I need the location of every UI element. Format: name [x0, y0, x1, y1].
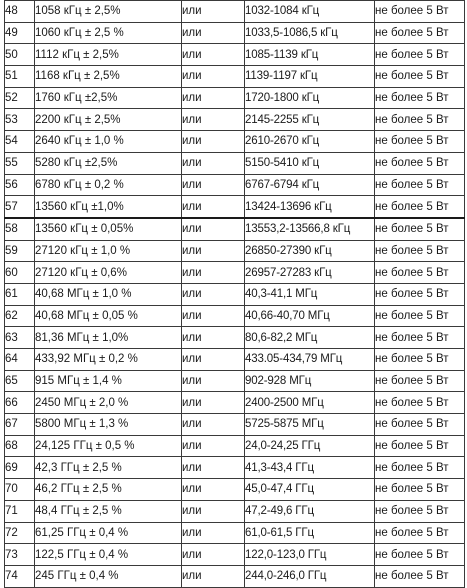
table-row [5, 131, 465, 153]
row-number-cell: 71 [5, 500, 35, 522]
max-power-cell: не более 5 Вт [375, 435, 465, 457]
max-power-cell: не более 5 Вт [375, 522, 465, 544]
row-number-cell: 50 [5, 44, 35, 66]
frequency-range-cell: 5725-5875 МГц [245, 414, 375, 436]
frequency-range-cell: 80,6-82,2 МГц [245, 327, 375, 349]
table-row [5, 565, 465, 587]
row-number-cell: 65 [5, 370, 35, 392]
nominal-frequency-cell: 24,125 ГГц ± 0,5 % [35, 435, 182, 457]
frequency-range-cell: 1720-1800 кГц [245, 87, 375, 109]
max-power-cell: не более 5 Вт [375, 22, 465, 44]
row-number-cell: 49 [5, 22, 35, 44]
nominal-frequency-cell: 27120 кГц ± 0,6% [35, 262, 182, 284]
nominal-frequency-cell: 13560 кГц ±1,0% [35, 196, 182, 218]
row-number-cell: 54 [5, 131, 35, 153]
frequency-range-cell: 61,0-61,5 ГГц [245, 522, 375, 544]
row-number-cell: 57 [5, 196, 35, 218]
row-number-cell: 61 [5, 283, 35, 305]
or-cell: или [182, 392, 245, 414]
nominal-frequency-cell: 27120 кГц ± 1,0 % [35, 240, 182, 262]
table-row [5, 22, 465, 44]
or-cell: или [182, 240, 245, 262]
max-power-cell: не более 5 Вт [375, 1, 465, 23]
table-row [5, 87, 465, 109]
or-cell: или [182, 262, 245, 284]
frequency-range-cell: 5150-5410 кГц [245, 152, 375, 174]
row-number-cell: 73 [5, 544, 35, 566]
table-row [5, 457, 465, 479]
frequency-table [4, 0, 465, 588]
table-row [5, 262, 465, 284]
table-row [5, 218, 465, 240]
nominal-frequency-cell: 2640 кГц ± 1,0 % [35, 131, 182, 153]
row-number-cell: 64 [5, 349, 35, 371]
or-cell: или [182, 109, 245, 131]
nominal-frequency-cell: 915 МГц ± 1,4 % [35, 370, 182, 392]
frequency-range-cell: 1033,5-1086,5 кГц [245, 22, 375, 44]
row-number-cell: 70 [5, 479, 35, 501]
max-power-cell: не более 5 Вт [375, 109, 465, 131]
or-cell: или [182, 370, 245, 392]
table-row [5, 283, 465, 305]
max-power-cell: не более 5 Вт [375, 283, 465, 305]
nominal-frequency-cell: 1168 кГц ± 2,5% [35, 66, 182, 88]
nominal-frequency-cell: 81,36 МГц ± 1,0% [35, 327, 182, 349]
frequency-range-cell: 2145-2255 кГц [245, 109, 375, 131]
frequency-range-cell: 2610-2670 кГц [245, 131, 375, 153]
or-cell: или [182, 196, 245, 218]
nominal-frequency-cell: 122,5 ГГц ± 0,4 % [35, 544, 182, 566]
table-row [5, 392, 465, 414]
table-row [5, 109, 465, 131]
row-number-cell: 63 [5, 327, 35, 349]
row-number-cell: 59 [5, 240, 35, 262]
nominal-frequency-cell: 6780 кГц ± 0,2 % [35, 174, 182, 196]
max-power-cell: не более 5 Вт [375, 196, 465, 218]
or-cell: или [182, 457, 245, 479]
frequency-range-cell: 2400-2500 МГц [245, 392, 375, 414]
row-number-cell: 48 [5, 1, 35, 23]
row-number-cell: 58 [5, 218, 35, 240]
or-cell: или [182, 218, 245, 240]
nominal-frequency-cell: 40,68 МГц ± 1,0 % [35, 283, 182, 305]
max-power-cell: не более 5 Вт [375, 152, 465, 174]
or-cell: или [182, 44, 245, 66]
or-cell: или [182, 327, 245, 349]
max-power-cell: не более 5 Вт [375, 349, 465, 371]
table-row [5, 435, 465, 457]
nominal-frequency-cell: 1060 кГц ± 2,5 % [35, 22, 182, 44]
or-cell: или [182, 22, 245, 44]
or-cell: или [182, 174, 245, 196]
table-row [5, 174, 465, 196]
frequency-range-cell: 26850-27390 кГц [245, 240, 375, 262]
frequency-range-cell: 1085-1139 кГц [245, 44, 375, 66]
max-power-cell: не более 5 Вт [375, 565, 465, 587]
row-number-cell: 53 [5, 109, 35, 131]
table-row [5, 370, 465, 392]
max-power-cell: не более 5 Вт [375, 218, 465, 240]
max-power-cell: не более 5 Вт [375, 327, 465, 349]
nominal-frequency-cell: 13560 кГц ± 0,05% [35, 218, 182, 240]
row-number-cell: 52 [5, 87, 35, 109]
table-row [5, 349, 465, 371]
row-number-cell: 51 [5, 66, 35, 88]
max-power-cell: не более 5 Вт [375, 479, 465, 501]
nominal-frequency-cell: 40,68 МГц ± 0,05 % [35, 305, 182, 327]
or-cell: или [182, 66, 245, 88]
frequency-range-cell: 13553,2-13566,8 кГц [245, 218, 375, 240]
row-number-cell: 66 [5, 392, 35, 414]
max-power-cell: не более 5 Вт [375, 66, 465, 88]
nominal-frequency-cell: 245 ГГц ± 0,4 % [35, 565, 182, 587]
max-power-cell: не более 5 Вт [375, 305, 465, 327]
table-row [5, 1, 465, 23]
nominal-frequency-cell: 48,4 ГГц ± 2,5 % [35, 500, 182, 522]
table-row [5, 44, 465, 66]
max-power-cell: не более 5 Вт [375, 131, 465, 153]
frequency-range-cell: 902-928 МГц [245, 370, 375, 392]
or-cell: или [182, 435, 245, 457]
nominal-frequency-cell: 2450 МГц ± 2,0 % [35, 392, 182, 414]
or-cell: или [182, 305, 245, 327]
or-cell: или [182, 522, 245, 544]
table-row [5, 240, 465, 262]
row-number-cell: 55 [5, 152, 35, 174]
table-row [5, 327, 465, 349]
frequency-range-cell: 1032-1084 кГц [245, 1, 375, 23]
table-row [5, 522, 465, 544]
table-row [5, 196, 465, 218]
nominal-frequency-cell: 46,2 ГГц ± 2,5 % [35, 479, 182, 501]
nominal-frequency-cell: 61,25 ГГц ± 0,4 % [35, 522, 182, 544]
nominal-frequency-cell: 1760 кГц ±2,5% [35, 87, 182, 109]
or-cell: или [182, 565, 245, 587]
table-row [5, 414, 465, 436]
frequency-range-cell: 433.05-434,79 МГц [245, 349, 375, 371]
table-row [5, 152, 465, 174]
frequency-range-cell: 47,2-49,6 ГГц [245, 500, 375, 522]
nominal-frequency-cell: 1112 кГц ± 2,5% [35, 44, 182, 66]
nominal-frequency-cell: 5800 МГц ± 1,3 % [35, 414, 182, 436]
table-row [5, 500, 465, 522]
nominal-frequency-cell: 433,92 МГц ± 0,2 % [35, 349, 182, 371]
max-power-cell: не более 5 Вт [375, 500, 465, 522]
frequency-range-cell: 122,0-123,0 ГГц [245, 544, 375, 566]
nominal-frequency-cell: 1058 кГц ± 2,5% [35, 1, 182, 23]
frequency-range-cell: 13424-13696 кГц [245, 196, 375, 218]
frequency-range-cell: 6767-6794 кГц [245, 174, 375, 196]
or-cell: или [182, 131, 245, 153]
table-row [5, 544, 465, 566]
max-power-cell: не более 5 Вт [375, 392, 465, 414]
nominal-frequency-cell: 2200 кГц ± 2,5% [35, 109, 182, 131]
row-number-cell: 74 [5, 565, 35, 587]
frequency-range-cell: 26957-27283 кГц [245, 262, 375, 284]
row-number-cell: 69 [5, 457, 35, 479]
row-number-cell: 72 [5, 522, 35, 544]
frequency-range-cell: 1139-1197 кГц [245, 66, 375, 88]
row-number-cell: 56 [5, 174, 35, 196]
or-cell: или [182, 544, 245, 566]
frequency-range-cell: 24,0-24,25 ГГц [245, 435, 375, 457]
row-number-cell: 68 [5, 435, 35, 457]
table-row [5, 305, 465, 327]
or-cell: или [182, 500, 245, 522]
or-cell: или [182, 414, 245, 436]
frequency-range-cell: 244,0-246,0 ГГц [245, 565, 375, 587]
frequency-range-cell: 40,66-40,70 МГц [245, 305, 375, 327]
or-cell: или [182, 283, 245, 305]
table-row [5, 66, 465, 88]
or-cell: или [182, 152, 245, 174]
frequency-range-cell: 45,0-47,4 ГГц [245, 479, 375, 501]
max-power-cell: не более 5 Вт [375, 414, 465, 436]
or-cell: или [182, 349, 245, 371]
table-row [5, 479, 465, 501]
max-power-cell: не более 5 Вт [375, 240, 465, 262]
frequency-range-cell: 41,3-43,4 ГГц [245, 457, 375, 479]
max-power-cell: не более 5 Вт [375, 457, 465, 479]
or-cell: или [182, 479, 245, 501]
frequency-table-body [5, 1, 465, 588]
max-power-cell: не более 5 Вт [375, 370, 465, 392]
row-number-cell: 60 [5, 262, 35, 284]
row-number-cell: 62 [5, 305, 35, 327]
max-power-cell: не более 5 Вт [375, 262, 465, 284]
nominal-frequency-cell: 5280 кГц ±2,5% [35, 152, 182, 174]
max-power-cell: не более 5 Вт [375, 544, 465, 566]
max-power-cell: не более 5 Вт [375, 174, 465, 196]
nominal-frequency-cell: 42,3 ГГц ± 2,5 % [35, 457, 182, 479]
frequency-range-cell: 40,3-41,1 МГц [245, 283, 375, 305]
max-power-cell: не более 5 Вт [375, 44, 465, 66]
or-cell: или [182, 1, 245, 23]
or-cell: или [182, 87, 245, 109]
row-number-cell: 67 [5, 414, 35, 436]
max-power-cell: не более 5 Вт [375, 87, 465, 109]
